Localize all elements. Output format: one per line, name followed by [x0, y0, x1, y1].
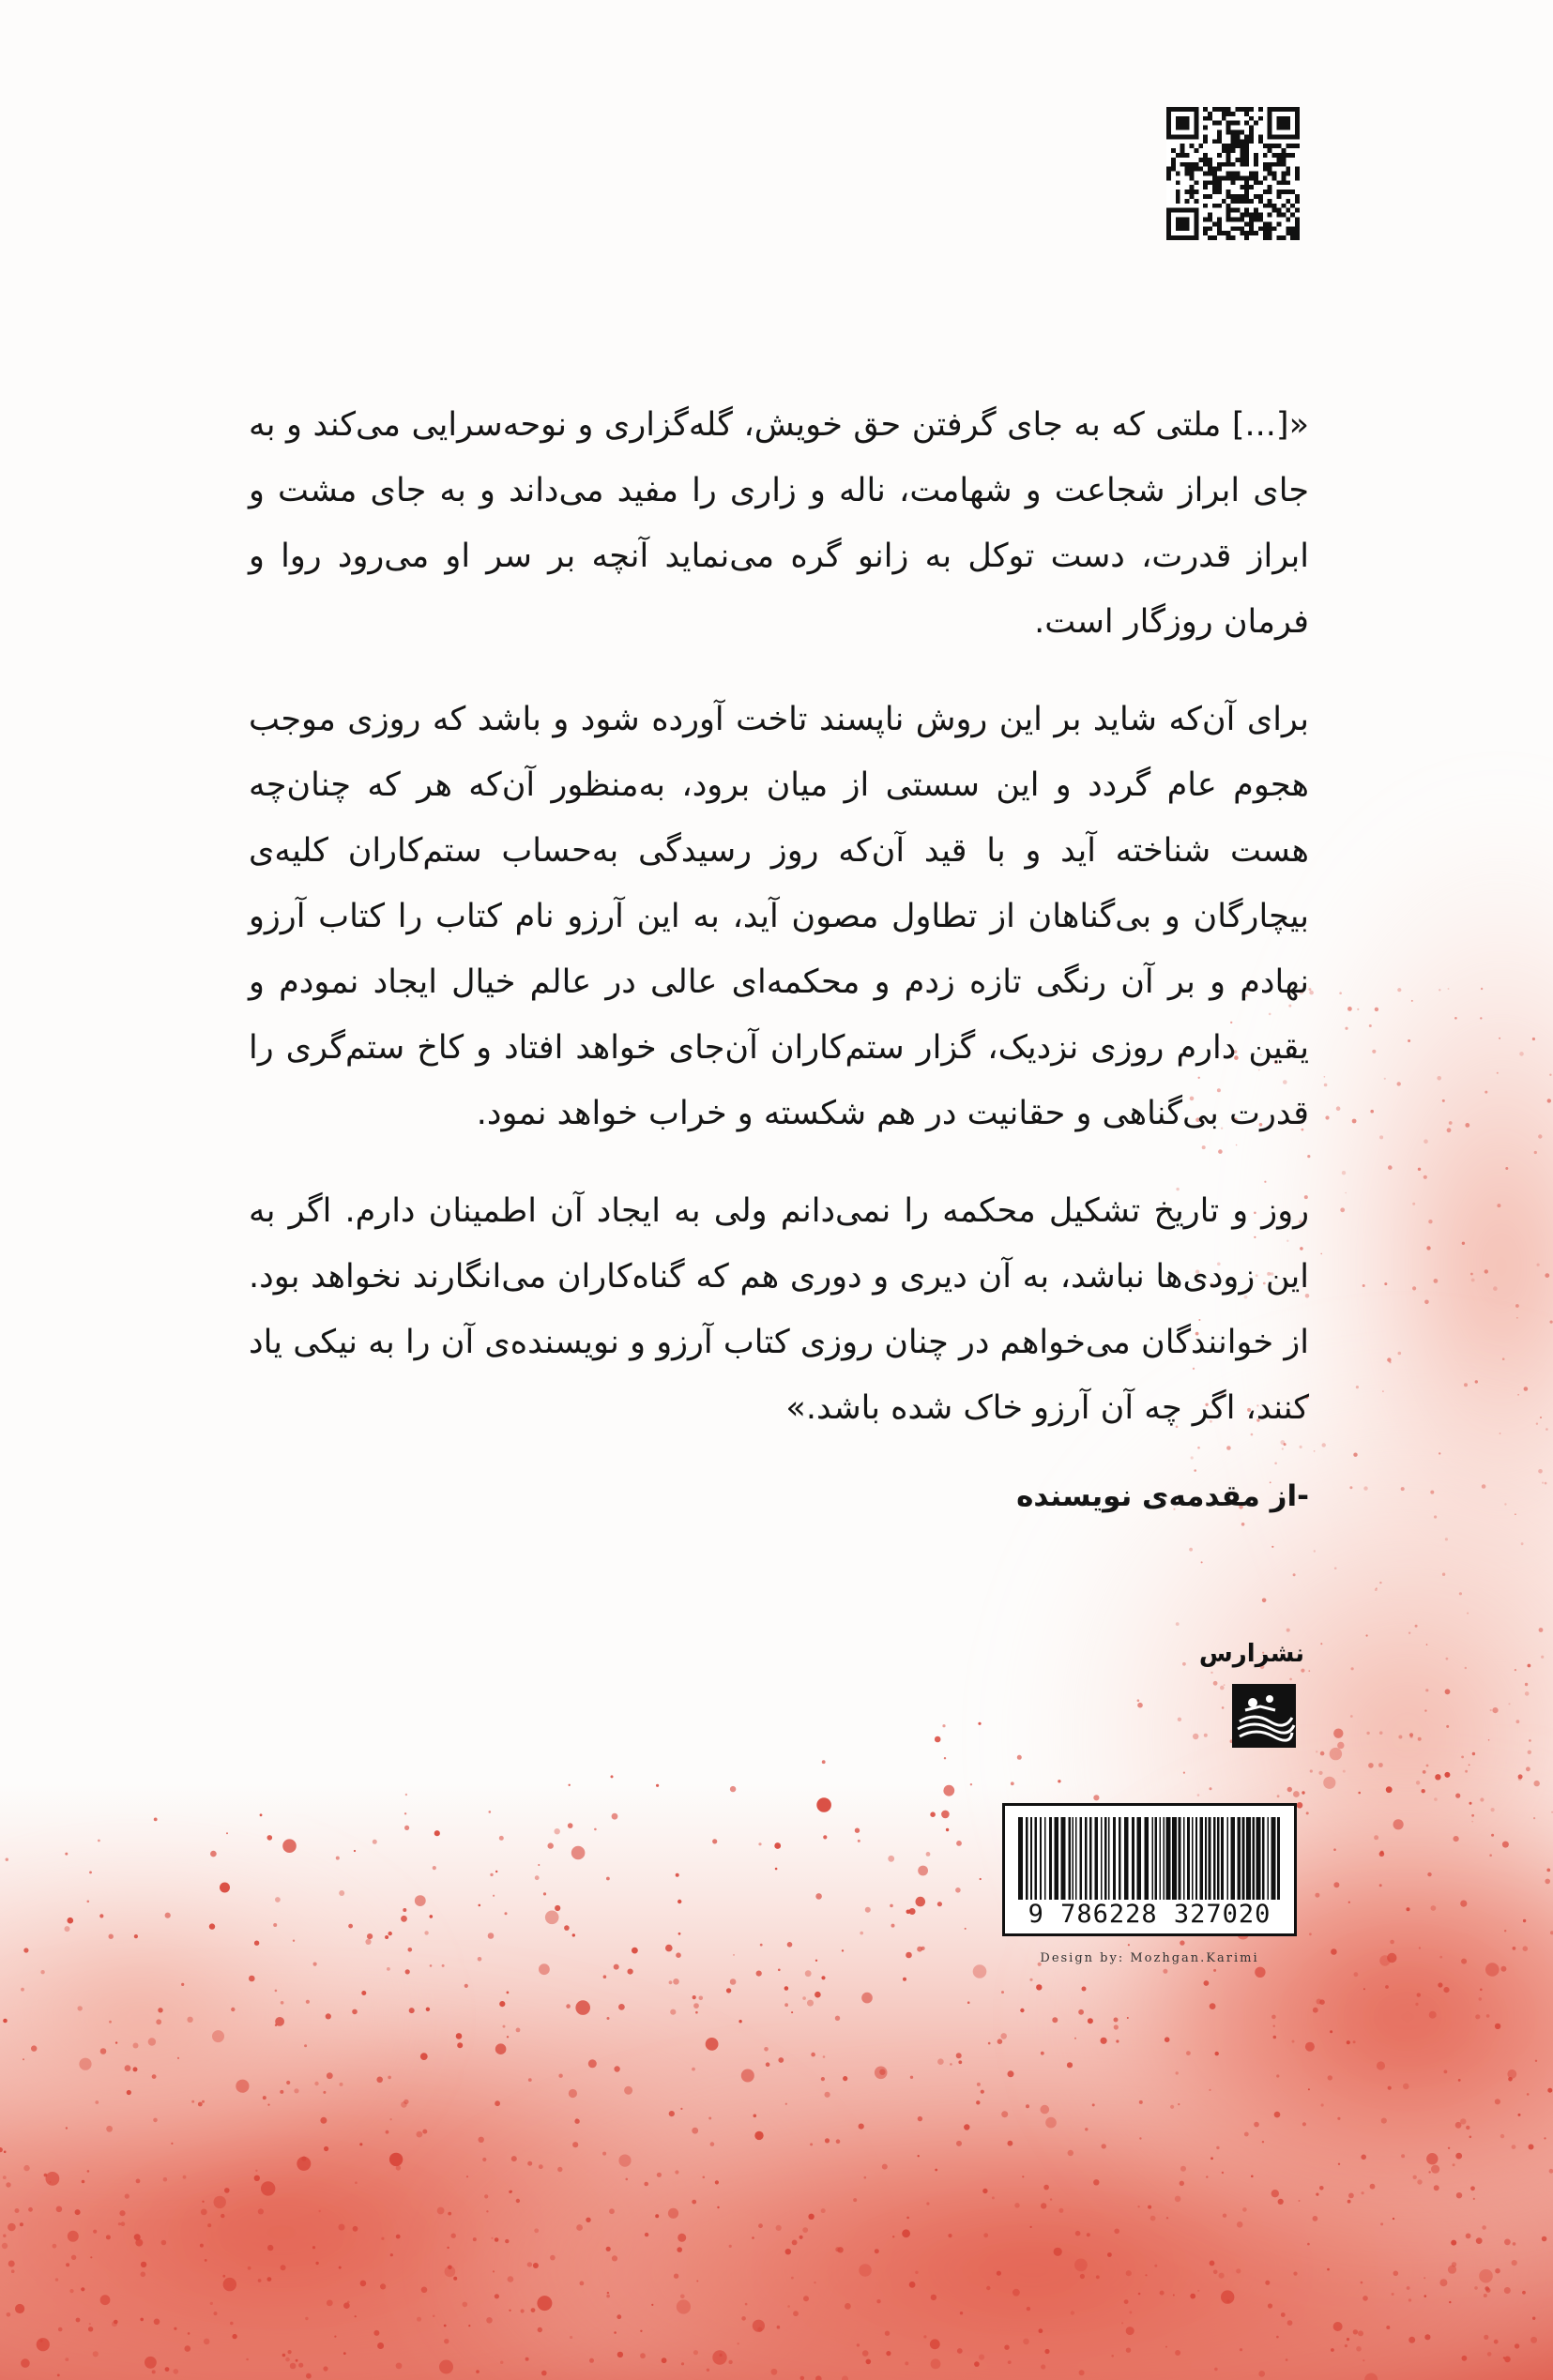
paragraph-1: «[...] ملتی که به جای گرفتن حق خویش، گله‌گزاری و نوحه‌سرایی می‌کند و به جای ابراز شجاعت و شهامت، ناله و زاری را مفید می‌داند و به جای مشت و ابراز قدرت، دست توکل به زانو گره می‌نماید آنچه بر سر او می‌رود روا و فرمان روزگار است. [249, 406, 1309, 641]
isbn-barcode [1002, 1803, 1297, 1936]
designer-credit: Design by: Mozhgan.Karimi [1040, 1951, 1259, 1965]
source-attribution: -از مقدمه‌ی نویسنده [1016, 1479, 1309, 1513]
publisher-name: نشرارس [1198, 1640, 1304, 1668]
blurb-text [249, 392, 1309, 1520]
barcode-number: 9 786228 327020 [1028, 1900, 1271, 1929]
qr-code-icon [1166, 107, 1300, 240]
publisher-logo-icon [1232, 1684, 1296, 1748]
paragraph-2: برای آن‌که شاید بر این روش ناپسند تاخت آورده شود و باشد که روزی موجب هجوم عام گردد و این سستی از میان برود، به‌منظور آن‌که هر که چنان‌چه هست شناخته آید و با قید آن‌که روز رسیدگی به‌حساب ستم‌کاران کلیه‌ی بیچارگان و بی‌گناهان از تطاول مصون آید، به این آرزو نام کتاب را کتاب آرزو نهادم و بر آن رنگی تازه زدم و محکمه‌ای عالی در عالم خیال ایجاد نمودم و یقین دارم روزی نزدیک، گزار ستم‌کاران آن‌جای خواهد افتاد و کاخ ستم‌گری را قدرت بی‌گناهی و حقانیت در هم شکسته و خراب خواهد نمود. [249, 701, 1309, 1132]
paragraph-3: روز و تاریخ تشکیل محکمه را نمی‌دانم ولی به ایجاد آن اطمینان دارم. اگر به این زودی‌ها نباشد، به آن دیری و دوری هم که گناه‌کاران می‌انگارند نخواهد بود. از خوانندگان می‌خواهم در چنان روزی کتاب آرزو و نویسنده‌ی آن را به نیکی یاد کنند، اگر چه آن آرزو خاک شده باشد.» [249, 1192, 1309, 1427]
